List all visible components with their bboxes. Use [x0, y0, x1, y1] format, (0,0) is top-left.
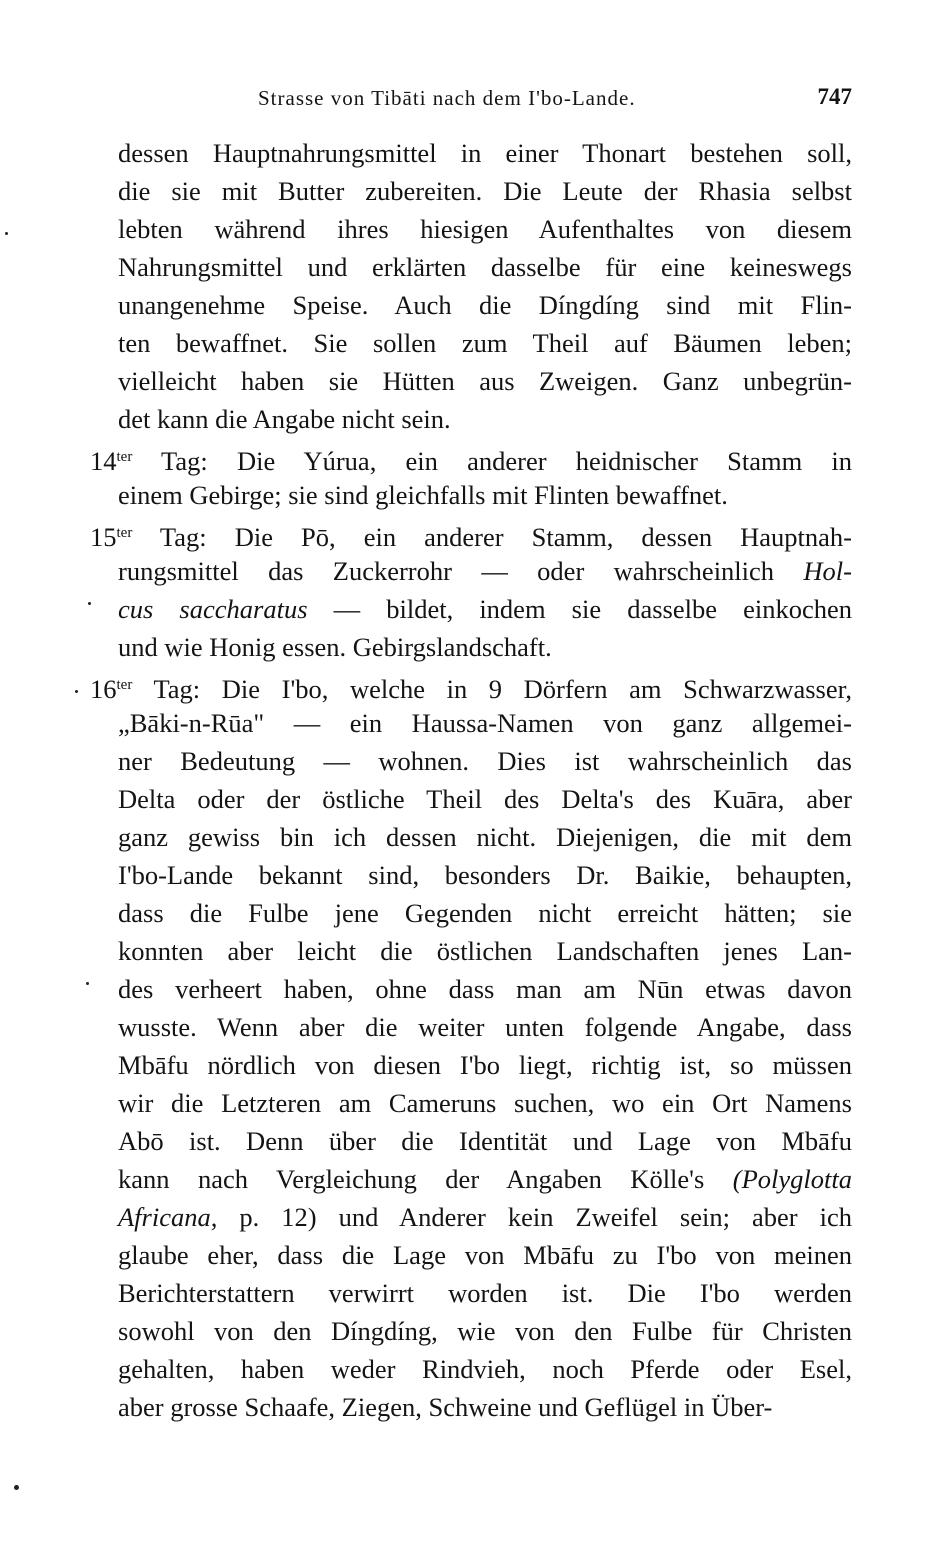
- text-run: vielleicht haben sie Hütten aus Zweigen. Ganz unbegrün-: [118, 366, 852, 396]
- text-run: konnten aber leicht die östlichen Landschaften jenes Lan-: [118, 936, 852, 966]
- text-run: lebten während ihres hiesigen Aufenthaltes von diesem: [118, 214, 852, 244]
- text-line: [118, 1084, 852, 1122]
- italic-run: (Polyglotta: [732, 1164, 852, 1194]
- text-run: Abō ist. Denn über die Identität und Lage von Mbāfu: [118, 1126, 852, 1156]
- text-run: aber grosse Schaafe, Ziegen, Schweine und Geflügel in Über-: [118, 1392, 773, 1422]
- text-line: [118, 856, 852, 894]
- text-run: rungsmittel das Zuckerrohr — oder wahrscheinlich: [118, 556, 804, 586]
- text-line: [118, 1388, 852, 1426]
- text-line: [118, 1122, 852, 1160]
- text-line: [118, 400, 852, 438]
- text-line: [118, 552, 852, 590]
- text-line: [118, 1046, 852, 1084]
- italic-run: Africana,: [118, 1202, 218, 1232]
- italic-run: Hol-: [803, 556, 852, 586]
- text-line: [118, 362, 852, 400]
- text-run: Die Pō, ein anderer Stamm, dessen Hauptnah-: [206, 522, 853, 552]
- text-line: [118, 1008, 852, 1046]
- text-run: des verheert haben, ohne dass man am Nūn etwas davon: [118, 974, 852, 1004]
- text-run: Die Yúrua, ein anderer heidnischer Stamm in: [207, 446, 853, 476]
- text-line: [118, 476, 852, 514]
- ordinal-suffix: ter: [116, 677, 133, 693]
- day-number: 16: [90, 674, 117, 704]
- day-word: Tag:: [132, 446, 208, 476]
- page-header: [118, 86, 852, 116]
- text-run: — bildet, indem sie dasselbe einkochen: [307, 594, 852, 624]
- day-word: Tag:: [132, 674, 201, 704]
- scan-speck: [5, 232, 8, 235]
- scan-speck: [86, 982, 89, 985]
- text-run: sowohl von den Díngdíng, wie von den Fulbe für Christen: [118, 1316, 852, 1346]
- text-line: [118, 172, 852, 210]
- text-line: [118, 1274, 852, 1312]
- ordinal-suffix: ter: [116, 525, 133, 541]
- text-run: Nahrungsmittel und erklärten dasselbe für eine keineswegs: [118, 252, 852, 282]
- text-line: [118, 1236, 852, 1274]
- text-line: [118, 590, 852, 628]
- running-title: Strasse von Tibāti nach dem I'bo-Lande.: [258, 86, 636, 110]
- text-line: [118, 248, 852, 286]
- scan-speck: [75, 690, 78, 693]
- day-number: 14: [90, 446, 117, 476]
- text-line: [118, 1160, 852, 1198]
- text-line: [118, 894, 852, 932]
- text-line: [118, 134, 852, 172]
- text-run: einem Gebirge; sie sind gleichfalls mit Flinten bewaffnet.: [118, 480, 728, 510]
- text-line: [118, 932, 852, 970]
- text-run: kann nach Vergleichung der Angaben Kölle's: [118, 1164, 733, 1194]
- text-run: wir die Letzteren am Cameruns suchen, wo ein Ort Namens: [118, 1088, 852, 1118]
- ordinal-suffix: ter: [116, 449, 133, 465]
- text-run: glaube eher, dass die Lage von Mbāfu zu I'bo von meinen: [118, 1240, 852, 1270]
- text-run: Die I'bo, welche in 9 Dörfern am Schwarzwasser,: [200, 674, 853, 704]
- text-line: [118, 1350, 852, 1388]
- day-label: [90, 674, 200, 704]
- text-run: Mbāfu nördlich von diesen I'bo liegt, richtig ist, so müssen: [118, 1050, 852, 1080]
- text-run: det kann die Angabe nicht sein.: [118, 404, 451, 434]
- text-line: [118, 742, 852, 780]
- text-run: Berichterstattern verwirrt worden ist. Die I'bo werden: [118, 1278, 852, 1308]
- text-run: ten bewaffnet. Sie sollen zum Theil auf Bäumen leben;: [118, 328, 852, 358]
- text-line: [118, 1312, 852, 1350]
- text-run: I'bo-Lande bekannt sind, besonders Dr. Baikie, behaupten,: [118, 860, 852, 890]
- scan-speck: [88, 602, 91, 605]
- text-run: dessen Hauptnahrungsmittel in einer Thonart bestehen soll,: [118, 138, 852, 168]
- text-line: [118, 286, 852, 324]
- text-line: [118, 1198, 852, 1236]
- day-label: [90, 522, 207, 552]
- day-label: [90, 446, 208, 476]
- text-line: [118, 324, 852, 362]
- text-run: die sie mit Butter zubereiten. Die Leute der Rhasia selbst: [118, 176, 852, 206]
- text-run: unangenehme Speise. Auch die Díngdíng sind mit Flin-: [118, 290, 852, 320]
- text-run: ganz gewiss bin ich dessen nicht. Diejenigen, die mit dem: [118, 822, 852, 852]
- page-number: 747: [817, 84, 852, 109]
- day-number: 15: [90, 522, 117, 552]
- text-line: [118, 210, 852, 248]
- text-line: [118, 628, 852, 666]
- text-run: p. 12) und Anderer kein Zweifel sein; aber ich: [217, 1202, 852, 1232]
- text-run: „Bāki-n-Rūa" — ein Haussa-Namen von ganz allgemei-: [118, 708, 852, 738]
- text-line: [90, 666, 852, 704]
- text-run: gehalten, haben weder Rindvieh, noch Pferde oder Esel,: [118, 1354, 852, 1384]
- text-run: dass die Fulbe jene Gegenden nicht erreicht hätten; sie: [118, 898, 852, 928]
- text-run: wusste. Wenn aber die weiter unten folgende Angabe, dass: [118, 1012, 852, 1042]
- text-run: Delta oder der östliche Theil des Delta's des Kuāra, aber: [118, 784, 852, 814]
- text-line: [118, 704, 852, 742]
- text-line: [90, 438, 852, 476]
- day-word: Tag:: [132, 522, 207, 552]
- text-run: und wie Honig essen. Gebirgslandschaft.: [118, 632, 552, 662]
- text-line: [90, 514, 852, 552]
- text-line: [118, 818, 852, 856]
- text-run: ner Bedeutung — wohnen. Dies ist wahrscheinlich das: [118, 746, 852, 776]
- italic-run: cus saccharatus: [118, 594, 308, 624]
- text-line: [118, 970, 852, 1008]
- scan-speck: [14, 1485, 19, 1490]
- text-line: [118, 780, 852, 818]
